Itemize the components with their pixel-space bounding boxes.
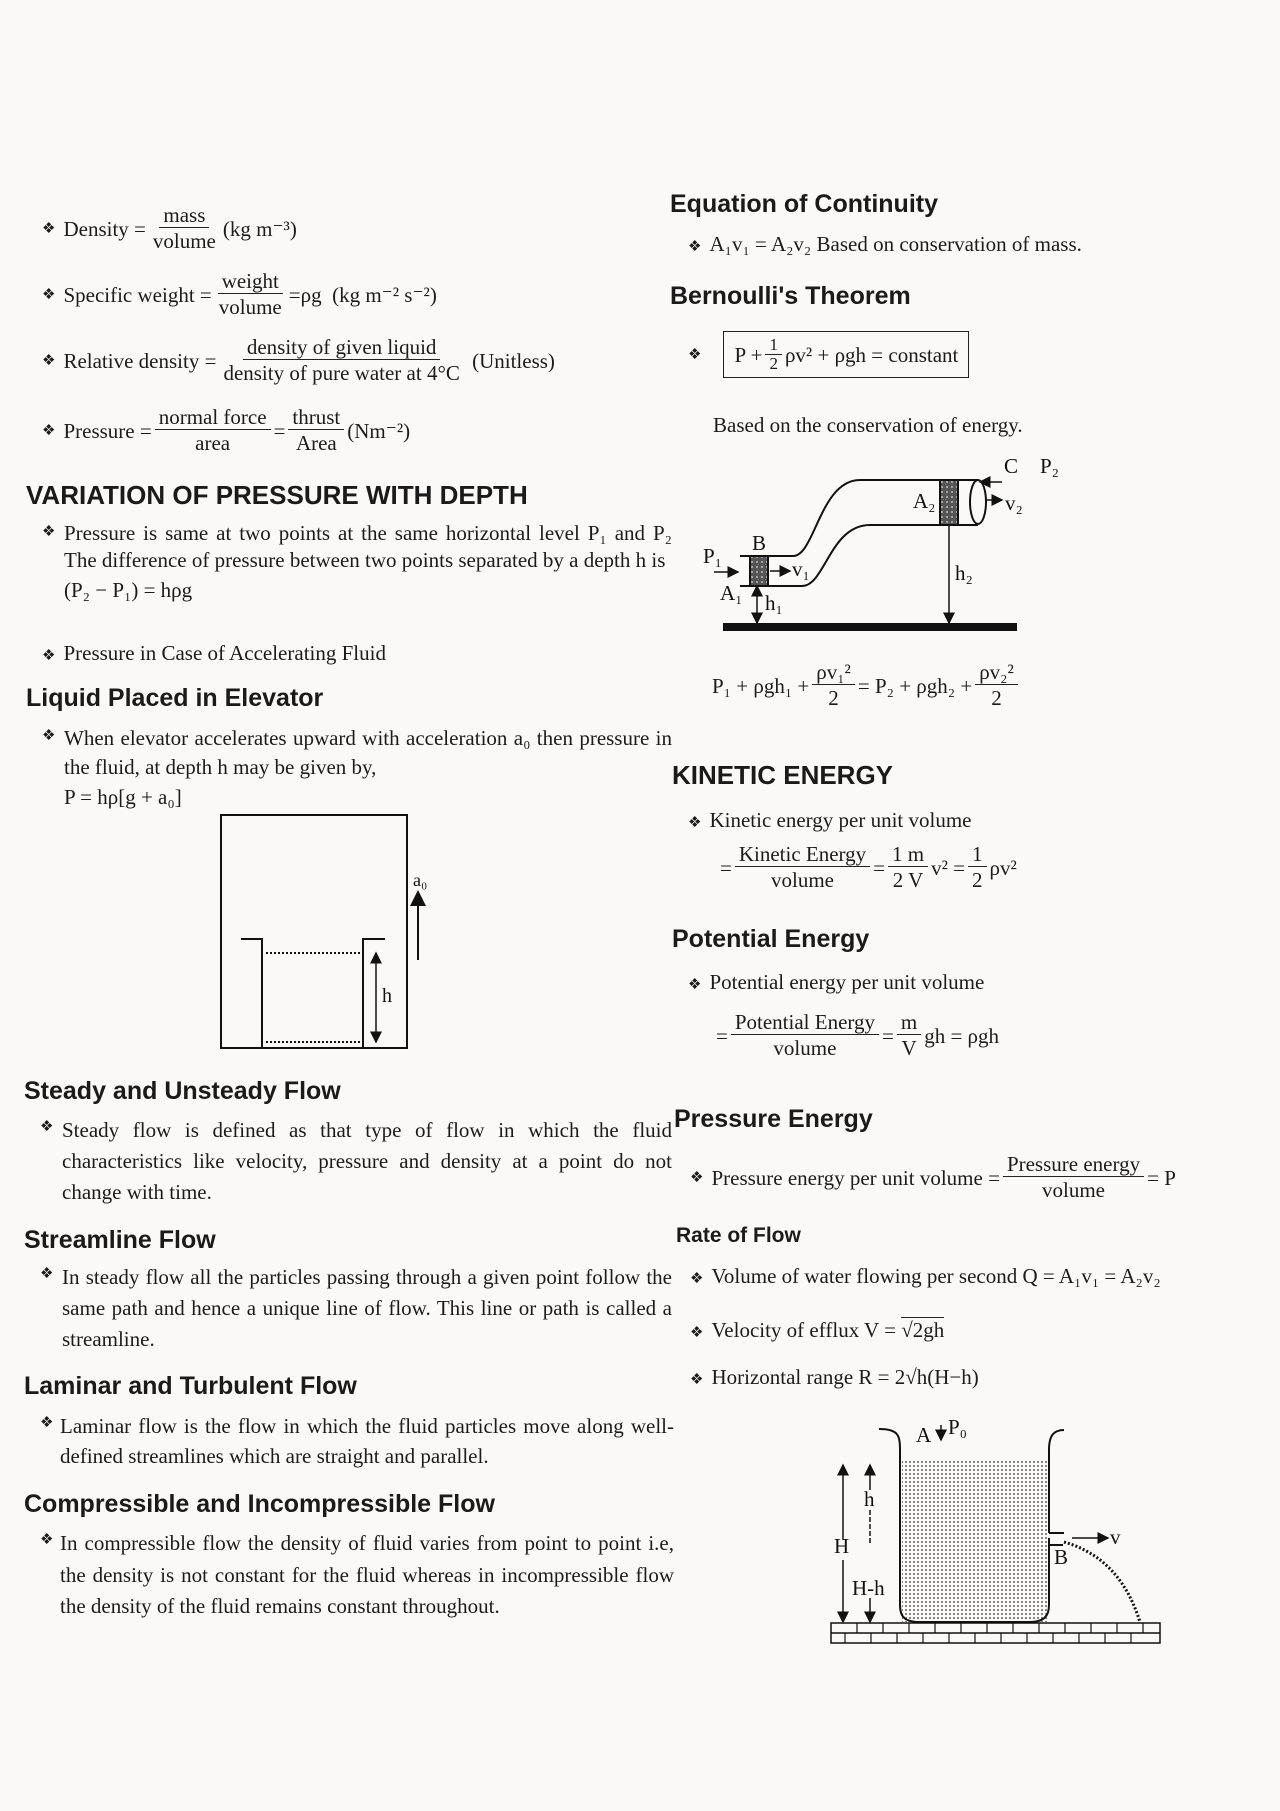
paragraph: In compressible flow the density of fluid varies from point to point i.e, the density is not constant for the fluid whereas in incompressible flow the density of the fluid remains constant throughout. [60,1531,674,1618]
denominator: density of pure water at 4°C [223,361,460,385]
eq-part: P + [734,342,763,367]
bullet-icon: ❖ [690,1169,704,1186]
eq-part: gh = ρgh [924,1023,1000,1048]
paragraph: Pressure energy per unit volume [711,1165,983,1190]
section-heading: Pressure Energy [674,1105,873,1133]
bullet-icon: ❖ [690,1271,704,1287]
eq-part: = P₂ + ρgh₂ + [857,673,973,698]
label-B: B [752,531,767,555]
section-heading: Streamline Flow [24,1226,216,1254]
equals: = [134,216,146,241]
denominator: volume [218,295,282,319]
denominator: 2 V [892,868,924,892]
unit: (Nm⁻²) [347,418,411,443]
paragraph: Pressure is same at two points at the same horizontal level P₁ and P₂ The difference of pressure between two points separated by a depth h is [64,521,672,572]
numerator: Pressure energy [1003,1152,1144,1177]
section-heading: Laminar and Turbulent Flow [24,1372,357,1400]
label-A1: A₁ [720,581,743,605]
equals: = [139,418,152,443]
section-heading: Potential Energy [672,925,870,953]
equals: = [988,1165,1000,1190]
bullet-icon: ❖ [688,815,702,831]
note: Based on conservation of mass. [816,232,1082,256]
eq-part: v² [931,855,948,880]
note: Based on the conservation of energy. [713,413,1023,437]
equals: = [273,418,286,443]
efflux-tank-diagram [831,1415,1160,1643]
bullet-icon: ❖ [42,728,56,744]
denominator: V [901,1036,917,1060]
equals: = [204,348,217,373]
section-heading: KINETIC ENERGY [672,760,894,790]
paragraph: Pressure in Case of Accelerating Fluid [63,641,386,665]
label-H-h: H-h [852,1576,885,1600]
eq-part: P₁ + ρgh₁ + [712,673,810,698]
eq-part: ρv² + ρgh = constant [784,342,959,367]
numerator: ρv₂² [975,660,1018,685]
numerator: ρv₁² [812,660,855,685]
bullet-icon: ❖ [42,352,56,369]
denominator: volume [773,1036,837,1060]
denominator: volume [771,868,834,892]
bullet-icon: ❖ [40,1415,54,1431]
paragraph: Volume of water flowing per second Q = A₁v₁ = A₂v₂ [711,1264,1161,1288]
bullet-icon: ❖ [42,648,56,664]
h-label: h [382,985,392,1007]
denominator: Area [295,431,337,455]
label: Specific weight [63,282,195,307]
numerator: thrust [288,405,344,430]
value: 2√h(H−h) [894,1365,979,1389]
paragraph: Steady flow is defined as that type of flow in which the fluid characteristics like velocity, pressure and density at a point do not change with time. [62,1118,672,1204]
section-heading: Steady and Unsteady Flow [24,1077,341,1105]
section-heading: VARIATION OF PRESSURE WITH DEPTH [26,480,528,510]
denominator: volume [152,229,216,253]
label-h: h [864,1487,875,1511]
label-P1: P₁ [703,544,723,568]
section-heading: Rate of Flow [676,1224,801,1247]
label-B: B [1054,1545,1069,1569]
section-heading: Bernoulli's Theorem [670,282,911,310]
equation: P = hρ[g + a₀] [64,785,182,809]
bullet-icon: ❖ [40,1532,54,1548]
label-v: v [1110,1525,1121,1549]
paragraph: When elevator accelerates upward with acceleration a₀ then pressure in the fluid, at depth h may be given by, [64,726,672,779]
bullet-icon: ❖ [40,1119,54,1135]
numerator: Kinetic Energy [735,842,870,867]
denominator: 2 [972,868,983,892]
bullet-icon: ❖ [690,1325,704,1341]
label-V2: v₂ [1005,491,1023,515]
paragraph: In steady flow all the particles passing through a given point follow the same path and hence a unique line of flow. This line or path is called a streamline. [62,1265,672,1351]
a0-label: a₀ [413,870,428,890]
numerator: 1 [765,336,782,355]
equation: A₁v₁ = A₂v₂ [709,232,812,256]
label: Pressure [63,418,135,443]
label-h2: h₂ [955,561,973,585]
label-A2: A₂ [913,489,936,513]
numerator: Potential Energy [731,1010,879,1035]
label-V1: v₁ [792,557,810,581]
label: Velocity of efflux V = [711,1318,896,1342]
numerator: 1 m [888,842,928,867]
paragraph: Potential energy per unit volume [709,970,985,994]
denominator: 2 [828,686,839,710]
equals: = [716,1023,728,1048]
section-heading: Equation of Continuity [670,190,939,218]
numerator: weight [218,269,283,294]
denominator: 2 [991,686,1002,710]
elevator-diagram [221,815,427,1048]
numerator: mass [159,203,209,228]
numerator: density of given liquid [243,335,441,360]
value: √2gh [901,1318,945,1342]
bullet-icon: ❖ [688,239,702,255]
label-P0: P₀ [948,1415,968,1439]
eq-part: = P [1147,1165,1176,1190]
equals: = [873,855,886,880]
equals: = [199,282,212,307]
denominator: 2 [769,354,778,373]
equation: (P₂ − P₁) = hρg [64,578,193,602]
bullet-icon: ❖ [688,977,702,993]
label-A: A [916,1423,932,1447]
section-heading: Compressible and Incompressible Flow [24,1490,495,1518]
numerator: m [897,1010,921,1035]
eq-part: ρv² [989,855,1017,880]
equals: = [882,1023,894,1048]
label-H: H [834,1534,850,1558]
label-C: C [1004,454,1019,478]
bullet-icon: ❖ [42,524,56,540]
denominator: area [195,431,231,455]
bullet-icon: ❖ [690,1372,704,1388]
numerator: 1 [968,842,987,867]
label-P2: P₂ [1040,454,1060,478]
paragraph: Laminar flow is the flow in which the fluid particles move along well-defined streamlines which are straight and parallel. [60,1414,674,1468]
label: Relative density [63,348,200,373]
unit: (Unitless) [472,348,555,373]
paragraph: Kinetic energy per unit volume [709,808,972,832]
rhs: =ρg [288,282,322,307]
bullet-icon: ❖ [42,286,56,303]
section-heading: Liquid Placed in Elevator [26,684,324,712]
label-h1: h₁ [765,591,783,615]
bullet-icon: ❖ [688,346,702,363]
bernoulli-pipe-diagram [703,454,1059,630]
bullet-icon: ❖ [42,220,56,237]
numerator: normal force [155,405,271,430]
unit: (kg m⁻³) [222,216,297,241]
bullet-icon: ❖ [40,1266,54,1282]
equals: = [720,855,732,880]
label: Density [63,216,129,241]
denominator: volume [1042,1178,1106,1202]
unit: (kg m⁻² s⁻²) [332,282,437,307]
equals: = [953,855,965,880]
label: Horizontal range R = [711,1365,890,1389]
bullet-icon: ❖ [42,422,56,439]
